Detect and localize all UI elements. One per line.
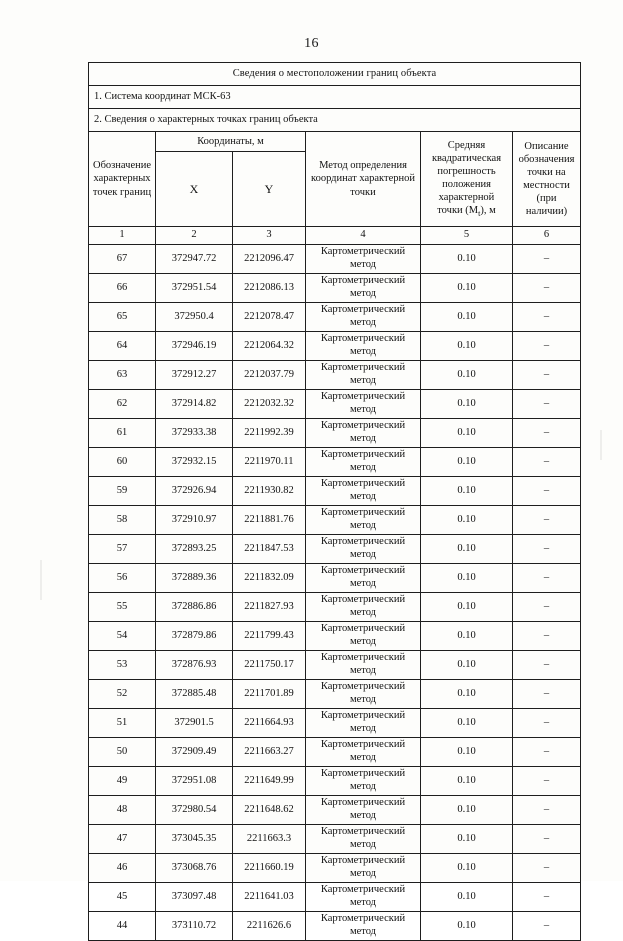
cell-method (306, 274, 421, 303)
method-line-1: Картометрический (320, 855, 406, 867)
cell-mean-square-error: 0.10 (421, 535, 513, 564)
cell-description: – (513, 767, 581, 796)
header-error-subscript: t (478, 209, 481, 219)
cell-description: – (513, 709, 581, 738)
method-line-1: Картометрический (320, 362, 406, 374)
method-line-1: Картометрический (320, 594, 406, 606)
header-error-line2: квадратическая (431, 152, 502, 164)
cell-mean-square-error: 0.10 (421, 767, 513, 796)
cell-point-number: 47 (89, 825, 156, 854)
method-line-2: метод (349, 636, 377, 647)
cell-coordinate-x: 373045.35 (156, 825, 233, 854)
cell-description: – (513, 564, 581, 593)
cell-coordinate-y: 2212037.79 (233, 361, 306, 390)
cell-description: – (513, 738, 581, 767)
cell-coordinate-x: 372901.5 (156, 709, 233, 738)
table-row (89, 535, 581, 564)
table-row (89, 448, 581, 477)
cell-description: – (513, 332, 581, 361)
cell-mean-square-error: 0.10 (421, 564, 513, 593)
cell-coordinate-x: 372951.08 (156, 767, 233, 796)
cell-description: – (513, 303, 581, 332)
cell-point-number: 66 (89, 274, 156, 303)
cell-coordinate-y: 2211992.39 (233, 419, 306, 448)
scan-artifact (600, 430, 602, 460)
column-number-1: 1 (89, 227, 156, 245)
cell-mean-square-error: 0.10 (421, 274, 513, 303)
method-line-1: Картометрический (320, 884, 406, 896)
cell-description: – (513, 796, 581, 825)
table-row (89, 709, 581, 738)
cell-description: – (513, 477, 581, 506)
method-line-1: Картометрический (320, 304, 406, 316)
cell-description: – (513, 912, 581, 941)
column-number-3: 3 (233, 227, 306, 245)
cell-point-number: 45 (89, 883, 156, 912)
cell-coordinate-x: 372886.86 (156, 593, 233, 622)
cell-coordinate-y: 2211660.19 (233, 854, 306, 883)
method-line-2: метод (349, 578, 377, 589)
method-line-1: Картометрический (320, 565, 406, 577)
method-line-1: Картометрический (320, 536, 406, 548)
cell-method (306, 390, 421, 419)
cell-point-number: 63 (89, 361, 156, 390)
table-row (89, 883, 581, 912)
cell-coordinate-y: 2211641.03 (233, 883, 306, 912)
header-error-line3: погрешность (437, 165, 496, 177)
section-2-row (89, 109, 581, 132)
method-line-2: метод (349, 433, 377, 444)
cell-coordinate-y: 2212086.13 (233, 274, 306, 303)
cell-point-number: 56 (89, 564, 156, 593)
method-line-2: метод (349, 288, 377, 299)
cell-mean-square-error: 0.10 (421, 796, 513, 825)
cell-method (306, 593, 421, 622)
cell-point-number: 51 (89, 709, 156, 738)
cell-coordinate-x: 372912.27 (156, 361, 233, 390)
cell-coordinate-x: 373097.48 (156, 883, 233, 912)
cell-coordinate-y: 2211847.53 (233, 535, 306, 564)
cell-coordinate-x: 372909.49 (156, 738, 233, 767)
cell-coordinate-y: 2211701.89 (233, 680, 306, 709)
cell-coordinate-x: 372885.48 (156, 680, 233, 709)
method-line-2: метод (349, 926, 377, 937)
cell-point-number: 60 (89, 448, 156, 477)
cell-coordinate-x: 372914.82 (156, 390, 233, 419)
method-line-2: метод (349, 810, 377, 821)
table-row (89, 303, 581, 332)
header-row-top (89, 132, 581, 152)
table-row (89, 912, 581, 941)
cell-description: – (513, 680, 581, 709)
cell-method (306, 332, 421, 361)
table-row (89, 680, 581, 709)
method-line-1: Картометрический (320, 826, 406, 838)
section-characteristic-points: 2. Сведения о характерных точках границ объекта (89, 109, 581, 132)
cell-method (306, 825, 421, 854)
cell-method (306, 680, 421, 709)
column-number-5: 5 (421, 227, 513, 245)
cell-method (306, 651, 421, 680)
method-line-1: Картометрический (320, 797, 406, 809)
column-number-6: 6 (513, 227, 581, 245)
table-row (89, 593, 581, 622)
cell-coordinate-x: 372926.94 (156, 477, 233, 506)
table-row (89, 332, 581, 361)
method-line-1: Картометрический (320, 652, 406, 664)
header-error-line4: положения (442, 179, 491, 190)
cell-point-number: 58 (89, 506, 156, 535)
header-coordinates-group: Координаты, м (156, 132, 306, 152)
cell-coordinate-y: 2212078.47 (233, 303, 306, 332)
cell-coordinate-y: 2211799.43 (233, 622, 306, 651)
cell-description: – (513, 448, 581, 477)
method-line-2: метод (349, 346, 377, 357)
method-line-2: метод (349, 607, 377, 618)
method-line-1: Картометрический (320, 478, 406, 490)
method-line-1: Картометрический (320, 420, 406, 432)
cell-mean-square-error: 0.10 (421, 506, 513, 535)
table-row (89, 796, 581, 825)
method-line-2: метод (349, 723, 377, 734)
cell-mean-square-error: 0.10 (421, 448, 513, 477)
table-row (89, 767, 581, 796)
cell-coordinate-y: 2211626.6 (233, 912, 306, 941)
cell-point-number: 48 (89, 796, 156, 825)
method-line-2: метод (349, 491, 377, 502)
cell-mean-square-error: 0.10 (421, 245, 513, 274)
cell-point-number: 59 (89, 477, 156, 506)
cell-coordinate-x: 372947.72 (156, 245, 233, 274)
cell-mean-square-error: 0.10 (421, 622, 513, 651)
cell-coordinate-y: 2211664.93 (233, 709, 306, 738)
method-line-1: Картометрический (320, 768, 406, 780)
method-line-2: метод (349, 317, 377, 328)
header-error-line5: характерной (438, 192, 495, 204)
cell-method (306, 796, 421, 825)
cell-description: – (513, 506, 581, 535)
cell-mean-square-error: 0.10 (421, 825, 513, 854)
method-line-1: Картометрический (320, 449, 406, 461)
cell-coordinate-y: 2211930.82 (233, 477, 306, 506)
cell-description: – (513, 419, 581, 448)
cell-mean-square-error: 0.10 (421, 709, 513, 738)
cell-point-number: 53 (89, 651, 156, 680)
cell-method (306, 303, 421, 332)
cell-mean-square-error: 0.10 (421, 332, 513, 361)
boundary-points-table (88, 62, 581, 941)
cell-method (306, 912, 421, 941)
cell-description: – (513, 535, 581, 564)
cell-method (306, 419, 421, 448)
cell-point-number: 64 (89, 332, 156, 361)
cell-mean-square-error: 0.10 (421, 912, 513, 941)
cell-coordinate-y: 2211663.3 (233, 825, 306, 854)
cell-description: – (513, 883, 581, 912)
table-row (89, 825, 581, 854)
method-line-2: метод (349, 520, 377, 531)
cell-description: – (513, 274, 581, 303)
cell-method (306, 361, 421, 390)
cell-mean-square-error: 0.10 (421, 680, 513, 709)
cell-point-number: 52 (89, 680, 156, 709)
cell-description: – (513, 622, 581, 651)
column-number-row (89, 227, 581, 245)
cell-point-number: 54 (89, 622, 156, 651)
cell-coordinate-y: 2211970.11 (233, 448, 306, 477)
cell-description: – (513, 361, 581, 390)
method-line-1: Картометрический (320, 507, 406, 519)
boundary-points-table-container (88, 62, 580, 941)
method-line-1: Картометрический (320, 333, 406, 345)
cell-mean-square-error: 0.10 (421, 883, 513, 912)
table-body (89, 63, 581, 245)
cell-mean-square-error: 0.10 (421, 419, 513, 448)
cell-mean-square-error: 0.10 (421, 738, 513, 767)
cell-coordinate-x: 372950.4 (156, 303, 233, 332)
cell-method (306, 448, 421, 477)
method-line-2: метод (349, 665, 377, 676)
method-line-1: Картометрический (320, 913, 406, 925)
cell-point-number: 50 (89, 738, 156, 767)
cell-point-number: 55 (89, 593, 156, 622)
cell-coordinate-y: 2212064.32 (233, 332, 306, 361)
table-title-row (89, 63, 581, 86)
cell-coordinate-x: 372946.19 (156, 332, 233, 361)
column-number-4: 4 (306, 227, 421, 245)
method-line-1: Картометрический (320, 391, 406, 403)
cell-point-number: 61 (89, 419, 156, 448)
cell-coordinate-y: 2211663.27 (233, 738, 306, 767)
cell-method (306, 709, 421, 738)
header-determination-method: Метод определения координат характерной точки (306, 132, 421, 227)
cell-coordinate-x: 372889.36 (156, 564, 233, 593)
cell-description: – (513, 593, 581, 622)
cell-mean-square-error: 0.10 (421, 390, 513, 419)
method-line-2: метод (349, 549, 377, 560)
header-error-line6-suffix: ), м (480, 205, 496, 217)
cell-mean-square-error: 0.10 (421, 854, 513, 883)
cell-coordinate-x: 372879.86 (156, 622, 233, 651)
method-line-1: Картометрический (320, 681, 406, 693)
table-row (89, 419, 581, 448)
section-1-row (89, 86, 581, 109)
method-line-2: метод (349, 694, 377, 705)
cell-coordinate-y: 2212096.47 (233, 245, 306, 274)
method-line-2: метод (349, 868, 377, 879)
cell-coordinate-y: 2211881.76 (233, 506, 306, 535)
cell-mean-square-error: 0.10 (421, 477, 513, 506)
cell-mean-square-error: 0.10 (421, 593, 513, 622)
cell-coordinate-y: 2211832.09 (233, 564, 306, 593)
cell-point-number: 57 (89, 535, 156, 564)
cell-description: – (513, 245, 581, 274)
method-line-1: Картометрический (320, 739, 406, 751)
method-line-2: метод (349, 839, 377, 850)
cell-description: – (513, 854, 581, 883)
cell-point-number: 67 (89, 245, 156, 274)
method-line-1: Картометрический (320, 246, 406, 258)
header-coordinate-y: Y (233, 152, 306, 227)
cell-point-number: 49 (89, 767, 156, 796)
cell-method (306, 477, 421, 506)
method-line-2: метод (349, 781, 377, 792)
method-line-2: метод (349, 462, 377, 473)
cell-coordinate-x: 372933.38 (156, 419, 233, 448)
cell-coordinate-x: 372876.93 (156, 651, 233, 680)
cell-description: – (513, 825, 581, 854)
cell-coordinate-x: 372980.54 (156, 796, 233, 825)
cell-coordinate-y: 2211649.99 (233, 767, 306, 796)
method-line-2: метод (349, 752, 377, 763)
cell-coordinate-y: 2211827.93 (233, 593, 306, 622)
cell-method (306, 535, 421, 564)
cell-mean-square-error: 0.10 (421, 651, 513, 680)
table-row (89, 651, 581, 680)
cell-method (306, 854, 421, 883)
cell-coordinate-x: 372951.54 (156, 274, 233, 303)
cell-coordinate-x: 372893.25 (156, 535, 233, 564)
table-row (89, 506, 581, 535)
method-line-1: Картометрический (320, 623, 406, 635)
cell-method (306, 506, 421, 535)
cell-point-number: 46 (89, 854, 156, 883)
method-line-2: метод (349, 259, 377, 270)
table-row (89, 245, 581, 274)
cell-coordinate-x: 373110.72 (156, 912, 233, 941)
cell-description: – (513, 651, 581, 680)
cell-point-number: 65 (89, 303, 156, 332)
header-point-description: Описание обозначения точки на местности (при наличии) (513, 132, 581, 227)
cell-point-number: 62 (89, 390, 156, 419)
cell-method (306, 245, 421, 274)
header-error-line6-prefix: точки (М (437, 205, 479, 217)
method-line-2: метод (349, 404, 377, 415)
page-number: 16 (304, 36, 319, 51)
cell-coordinate-y: 2211750.17 (233, 651, 306, 680)
header-coordinate-x: X (156, 152, 233, 227)
table-row (89, 361, 581, 390)
cell-mean-square-error: 0.10 (421, 361, 513, 390)
method-line-1: Картометрический (320, 275, 406, 287)
table-row (89, 738, 581, 767)
column-number-2: 2 (156, 227, 233, 245)
cell-method (306, 564, 421, 593)
cell-coordinate-x: 372932.15 (156, 448, 233, 477)
section-coordinate-system: 1. Система координат МСК-63 (89, 86, 581, 109)
table-row (89, 477, 581, 506)
cell-coordinate-y: 2211648.62 (233, 796, 306, 825)
method-line-2: метод (349, 897, 377, 908)
header-point-designation: Обозначение характерных точек границ (89, 132, 156, 227)
cell-description: – (513, 390, 581, 419)
cell-coordinate-x: 373068.76 (156, 854, 233, 883)
table-row (89, 274, 581, 303)
method-line-1: Картометрический (320, 710, 406, 722)
header-error-line1: Средняя (447, 139, 486, 151)
table-row (89, 854, 581, 883)
cell-method (306, 738, 421, 767)
cell-method (306, 767, 421, 796)
method-line-2: метод (349, 375, 377, 386)
cell-point-number: 44 (89, 912, 156, 941)
cell-mean-square-error: 0.10 (421, 303, 513, 332)
scan-artifact (40, 560, 42, 600)
cell-coordinate-x: 372910.97 (156, 506, 233, 535)
cell-method (306, 883, 421, 912)
cell-method (306, 622, 421, 651)
table-row (89, 564, 581, 593)
table-title: Сведения о местоположении границ объекта (89, 63, 581, 86)
table-row (89, 390, 581, 419)
header-mean-square-error (421, 132, 513, 227)
cell-coordinate-y: 2212032.32 (233, 390, 306, 419)
data-rows-body (89, 245, 581, 941)
table-row (89, 622, 581, 651)
